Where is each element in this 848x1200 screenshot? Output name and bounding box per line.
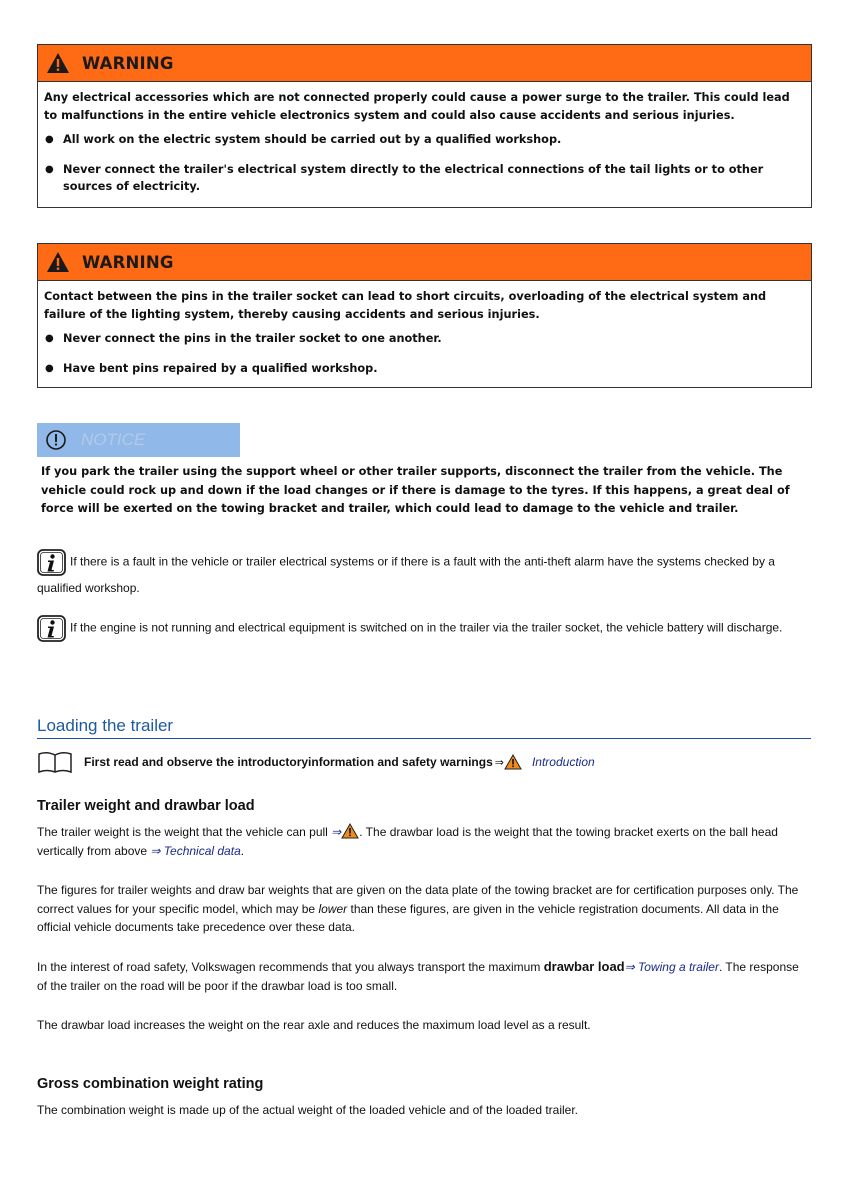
emphasis-text: lower	[318, 901, 348, 916]
notice-title: NOTICE	[81, 430, 146, 449]
info-icon	[37, 549, 66, 576]
section-title: Loading the trailer	[37, 716, 811, 739]
introduction-link[interactable]: Introduction	[531, 755, 595, 769]
text: The trailer weight is the weight that the vehicle can pull	[37, 825, 328, 839]
warning-triangle-icon	[46, 52, 70, 74]
warning-bullet: ● Never connect the trailer's electrical system directly to the electrical connections of the tail lights or to other sources of electricity.	[44, 161, 805, 196]
info-text: If there is a fault in the vehicle or trailer electrical systems or if there is a fault with the anti-theft alarm have the systems checked by a qualified workshop.	[37, 554, 775, 595]
exclamation-circle-icon	[45, 429, 67, 451]
arrow-icon: ⇒	[331, 825, 342, 839]
text: In the interest of road safety, Volkswagen recommends that you always transport the maximum	[37, 960, 541, 974]
notice-body: If you park the trailer using the support wheel or other trailer supports, disconnect the trailer from the vehicle. The vehicle could rock up and down if the load changes or if there is damage to the tyres. If this happens, a great deal of force will be exerted on the towing bracket and trailer, which could lead to damage to the vehicle and trailer.	[41, 465, 790, 515]
warning-bullet-list	[44, 131, 805, 196]
warning-intro: Contact between the pins in the trailer socket can lead to short circuits, overloading of the electrical system and failure of the lighting system, thereby causing accidents and serious injuries.	[44, 290, 767, 321]
open-book-icon	[37, 750, 73, 774]
bold-text: drawbar load	[543, 959, 625, 974]
heading-trailer-weight: Trailer weight and drawbar load	[37, 798, 255, 814]
paragraph-trailer-weight	[37, 823, 812, 860]
heading-gross-combination: Gross combination weight rating	[37, 1076, 264, 1092]
text: The figures for trailer weights and draw bar weights that are given on the data plate of the towing bracket are for certification purposes only. The correct values for your specific model, which may be	[37, 883, 799, 916]
info-text: If the engine is not running and electrical equipment is switched on in the trailer via the trailer socket, the vehicle battery will discharge.	[70, 620, 783, 635]
technical-data-link[interactable]: Technical data	[163, 843, 241, 858]
info-note-fault	[37, 549, 809, 600]
read-first-note	[37, 750, 807, 774]
warning-body	[38, 281, 811, 385]
warning-header	[38, 244, 811, 281]
arrow-icon: ⇒	[624, 960, 635, 974]
notice-header	[37, 423, 240, 457]
warning-title: WARNING	[82, 53, 174, 73]
paragraph-combination-weight: The combination weight is made up of the actual weight of the loaded vehicle and of the loaded trailer.	[37, 1103, 579, 1117]
text: . The response of the trailer on the road will be poor if the drawbar load is too small.	[37, 960, 799, 993]
warning-intro: Any electrical accessories which are not connected properly could cause a power surge to the trailer. This could lead to malfunctions in the entire vehicle electronics system and could also cause accidents and serious injuries.	[44, 91, 790, 122]
warning-triangle-icon	[504, 754, 522, 770]
paragraph-road-safety	[37, 958, 812, 995]
warning-triangle-icon	[46, 251, 70, 273]
warning-bullet-list	[44, 330, 805, 377]
paragraph-rear-axle: The drawbar load increases the weight on the rear axle and reduces the maximum load level as a result.	[37, 1018, 591, 1032]
warning-bullet: ● All work on the electric system should be carried out by a qualified workshop.	[44, 131, 805, 149]
arrow-icon: ⇒	[494, 756, 504, 769]
warning-bullet: ● Have bent pins repaired by a qualified workshop.	[44, 360, 805, 378]
warning-bullet: ● Never connect the pins in the trailer socket to one another.	[44, 330, 805, 348]
warning-header	[38, 45, 811, 82]
paragraph-certification	[37, 881, 812, 937]
arrow-icon: ⇒	[150, 843, 161, 858]
towing-a-trailer-link[interactable]: Towing a trailer	[638, 960, 719, 974]
text: . The drawbar load is the weight that the towing bracket exerts on the ball head vertically from above	[37, 825, 778, 858]
warning-body	[38, 82, 811, 204]
warning-box-pins	[37, 243, 812, 388]
read-first-text: First read and observe the introductoryinformation and safety warnings	[84, 755, 493, 769]
warning-box-electrical	[37, 44, 812, 208]
text: than these figures, are given in the vehicle registration documents. All data in the official vehicle documents take precedence over these data.	[37, 901, 779, 934]
warning-title: WARNING	[82, 252, 174, 272]
info-icon	[37, 615, 66, 642]
info-note-battery	[37, 615, 809, 642]
warning-triangle-icon[interactable]	[341, 823, 359, 839]
text: .	[240, 843, 245, 858]
